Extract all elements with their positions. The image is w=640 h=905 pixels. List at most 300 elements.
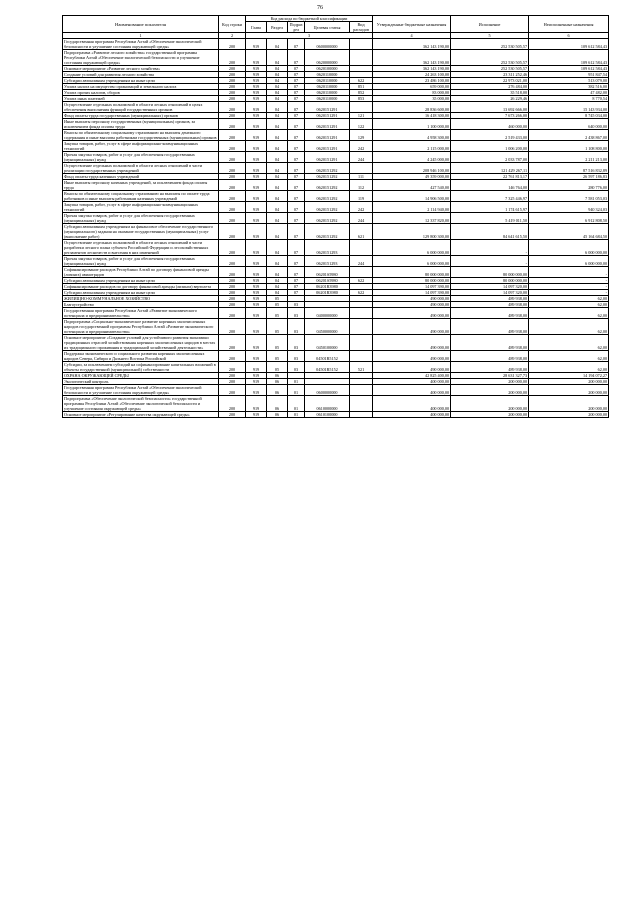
row-approved: 80 000 000,00 — [373, 267, 451, 278]
row-podrazdel: 07 — [288, 213, 305, 224]
row-vid-rashoda — [350, 163, 373, 174]
row-executed: 489 938,00 — [451, 319, 529, 335]
row-not-executed: - — [529, 278, 609, 284]
row-executed: 7 673 266,00 — [451, 113, 529, 119]
row-approved: 362 143 190,00 — [373, 66, 451, 72]
row-cel-statya: 0620110000 — [305, 78, 350, 84]
row-cel-statya: 0620151291 — [305, 102, 350, 113]
row-code: 200 — [219, 240, 246, 256]
row-glava: 919 — [246, 290, 267, 296]
row-executed: 252 530 505,57 — [451, 50, 529, 66]
row-executed: 80 000 000,00 — [451, 267, 529, 278]
column-number: 6 — [529, 33, 609, 39]
row-podrazdel: 03 — [288, 319, 305, 335]
row-approved: 362 143 190,00 — [373, 50, 451, 66]
row-code: 200 — [219, 84, 246, 90]
row-podrazdel: 07 — [288, 78, 305, 84]
header-approved: Утвержденные бюджетные назначения — [373, 16, 451, 33]
row-executed: 14 097 320,00 — [451, 290, 529, 296]
table-row — [63, 267, 609, 278]
row-glava: 919 — [246, 278, 267, 284]
row-code: 200 — [219, 191, 246, 202]
row-code: 200 — [219, 213, 246, 224]
row-approved: 400 000,00 — [373, 379, 451, 385]
row-executed: 2 519 433,00 — [451, 130, 529, 141]
row-cel-statya: 0620110000 — [305, 96, 350, 102]
row-name: Субсидии автономным учреждениям на финансовое обеспечение государственного (муниципального) задания на оказание государственных (муниципальных) услуг (выполнение работ) — [63, 224, 219, 240]
row-name: Осуществление отдельных полномочий в области лесных отношений в части разработки лесного плана субъекта Российской Федерации и лесохозяйственных регламентов лесничеств и внесения в них изменений — [63, 240, 219, 256]
row-executed: 489 938,00 — [451, 302, 529, 308]
row-name: Государственная программа Республики Алтай «Обеспечение экологической безопасности и улучшение состояния окружающей среды» — [63, 385, 219, 396]
table-row — [63, 39, 609, 50]
row-glava: 919 — [246, 379, 267, 385]
row-code: 200 — [219, 335, 246, 351]
row-name: Взносы по обязательному социальному страхованию на выплаты по оплате труда работников и иные выплаты работникам казенных учреждений — [63, 191, 219, 202]
row-not-executed: 200 000,00 — [529, 379, 609, 385]
table-row — [63, 256, 609, 267]
row-approved: 490 000,00 — [373, 362, 451, 373]
row-code: 200 — [219, 202, 246, 213]
row-approved: 659 000,00 — [373, 84, 451, 90]
row-name: Основное мероприятие «Создание условий для устойчивого развития экономики традиционных отраслей хозяйствования коренных малочисленных народов в местах их традиционного проживания и традиционной хозяйственной деятельности» — [63, 335, 219, 351]
row-name: Взносы по обязательному социальному страхованию на выплаты денежного содержания и иные выплаты работникам государственных (муниципальных) органов — [64, 130, 217, 140]
row-not-executed: 62,00 — [529, 308, 609, 319]
row-name: Государственная программа Республики Алтай «Обеспечение экологической безопасности и улучшение состояния окружающей среды» — [63, 39, 219, 50]
row-cel-statya: 0620110000 — [305, 72, 350, 78]
row-not-executed: 200 000,00 — [529, 396, 609, 412]
row-vid-rashoda: 112 — [350, 180, 373, 191]
row-razdel: 04 — [267, 102, 288, 113]
header-cel-statya: Целевая статья — [305, 22, 350, 33]
row-glava: 919 — [246, 224, 267, 240]
row-razdel: 04 — [267, 213, 288, 224]
row-glava: 919 — [246, 96, 267, 102]
row-executed: 1 006 200,00 — [451, 141, 529, 152]
row-glava: 919 — [246, 351, 267, 362]
row-vid-rashoda: 621 — [350, 224, 373, 240]
row-podrazdel: 07 — [288, 267, 305, 278]
row-executed: 1 174 615,97 — [451, 202, 529, 213]
row-razdel: 05 — [267, 308, 288, 319]
row-cel-statya: 0620151291 — [305, 113, 350, 119]
row-not-executed: 6 000 000,00 — [529, 256, 609, 267]
row-glava: 919 — [246, 90, 267, 96]
row-glava: 919 — [246, 396, 267, 412]
row-cel-statya: 04501R5152 — [305, 362, 350, 373]
row-razdel: 06 — [267, 379, 288, 385]
row-name: Фонд оплаты труда казенных учреждений — [63, 174, 219, 180]
row-podrazdel: 07 — [288, 130, 305, 141]
row-name: Софинансирование расходов по договору финансовой аренды (лизинга) вертолета — [63, 284, 219, 290]
row-name: Осуществление отдельных полномочий в области лесных отношений в части реализации государственных учреждений — [63, 163, 219, 174]
row-code: 200 — [219, 267, 246, 278]
row-podrazdel: 07 — [288, 84, 305, 90]
row-executed: 28 631 327,73 — [451, 373, 529, 379]
row-glava: 919 — [246, 335, 267, 351]
row-code: 200 — [219, 78, 246, 84]
row-name: Закупка товаров, работ, услуг в сфере информационно-коммуникационных технологий — [63, 141, 219, 152]
row-glava: 919 — [246, 319, 267, 335]
row-not-executed: 45 164 684,50 — [529, 224, 609, 240]
row-glava: 919 — [246, 412, 267, 418]
header-glava: Глава — [246, 22, 267, 33]
table-row — [63, 152, 609, 163]
row-cel-statya: 06201R3980 — [305, 284, 350, 290]
row-razdel: 04 — [267, 119, 288, 130]
row-cel-statya: 06201S5980 — [305, 278, 350, 284]
table-body — [63, 39, 609, 418]
column-number: 1 — [63, 33, 219, 39]
row-approved: 28 836 600,00 — [373, 102, 451, 113]
row-name: Софинансирование расходов Республики Алтай по договору финансовой аренды (лизинга) авиаотрядов — [63, 267, 219, 278]
row-cel-statya: 0620151293 — [305, 240, 350, 256]
row-glava: 919 — [246, 130, 267, 141]
table-row — [63, 335, 609, 351]
row-executed: 7 325 446,97 — [451, 191, 529, 202]
row-podrazdel: 03 — [288, 302, 305, 308]
row-code: 200 — [219, 278, 246, 284]
row-vid-rashoda — [350, 396, 373, 412]
row-podrazdel: 07 — [288, 113, 305, 119]
row-executed: 35 518,00 — [451, 90, 529, 96]
table-row — [63, 240, 609, 256]
row-razdel: 04 — [267, 152, 288, 163]
row-not-executed: 940 324,03 — [529, 202, 609, 213]
row-not-executed: 15 143 934,00 — [529, 102, 609, 113]
row-approved: 490 000,00 — [373, 335, 451, 351]
row-name: Субсидии автономным учреждениям на иные цели — [63, 78, 219, 84]
row-vid-rashoda — [350, 308, 373, 319]
row-not-executed: 1 108 800,00 — [529, 141, 609, 152]
row-razdel: 05 — [267, 302, 288, 308]
row-executed: - — [451, 256, 529, 267]
column-number: 2 — [219, 33, 246, 39]
row-cel-statya: 06201S5980 — [305, 267, 350, 278]
row-vid-rashoda — [350, 39, 373, 50]
table-row — [63, 180, 609, 191]
row-razdel: 04 — [267, 267, 288, 278]
row-cel-statya: 0610000000 — [305, 396, 350, 412]
row-executed: 2 033 787,00 — [451, 152, 529, 163]
row-podrazdel: 03 — [288, 308, 305, 319]
row-executed: 276 484,00 — [451, 84, 529, 90]
row-podrazdel: 01 — [288, 379, 305, 385]
row-vid-rashoda: 119 — [350, 191, 373, 202]
row-executed: 14 097 320,00 — [451, 284, 529, 290]
header-classification-group: Код расхода по бюджетной классификации — [246, 16, 373, 22]
row-approved: 80 000 000,00 — [373, 278, 451, 284]
row-razdel: 04 — [267, 39, 288, 50]
row-code: 200 — [219, 152, 246, 163]
table-row — [63, 50, 609, 66]
row-approved: 83 000,00 — [373, 90, 451, 96]
row-vid-rashoda: 111 — [350, 174, 373, 180]
row-cel-statya: 0620151291 — [305, 141, 350, 152]
row-glava: 919 — [246, 180, 267, 191]
row-approved: 2 114 940,00 — [373, 202, 451, 213]
table-row — [63, 224, 609, 240]
row-podrazdel: 07 — [288, 102, 305, 113]
row-not-executed: 62,00 — [529, 351, 609, 362]
table-row — [63, 412, 609, 418]
row-code: 200 — [219, 396, 246, 412]
row-vid-rashoda — [350, 50, 373, 66]
table-row — [63, 351, 609, 362]
table-row — [63, 78, 609, 84]
row-not-executed: 109 612 584,43 — [529, 39, 609, 50]
table-row — [63, 191, 609, 202]
row-code: 200 — [219, 373, 246, 379]
row-approved: 490 000,00 — [373, 351, 451, 362]
row-executed: 200 000,00 — [451, 385, 529, 396]
row-cel-statya: 0620151293 — [305, 256, 350, 267]
row-glava: 919 — [246, 66, 267, 72]
row-glava: 919 — [246, 240, 267, 256]
row-vid-rashoda: 622 — [350, 78, 373, 84]
row-approved: 6 000 000,00 — [373, 256, 451, 267]
row-podrazdel: 01 — [288, 385, 305, 396]
row-code: 200 — [219, 296, 246, 302]
row-not-executed: 62,00 — [529, 296, 609, 302]
row-not-executed: 200 000,00 — [529, 412, 609, 418]
row-podrazdel: 01 — [288, 412, 305, 418]
row-executed: 80 000 000,00 — [451, 278, 529, 284]
row-not-executed: 280 776,00 — [529, 180, 609, 191]
row-approved: 16 418 300,00 — [373, 113, 451, 119]
row-code: 200 — [219, 302, 246, 308]
row-name: Субсидии автономным учреждениям на иные цели — [63, 290, 219, 296]
row-executed: 23 311 252,46 — [451, 72, 529, 78]
row-podrazdel: 07 — [288, 163, 305, 174]
budget-execution-table — [62, 15, 609, 418]
row-razdel: 04 — [267, 240, 288, 256]
row-executed: 200 000,00 — [451, 412, 529, 418]
row-approved: 490 000,00 — [373, 319, 451, 335]
table-row — [63, 202, 609, 213]
row-not-executed: 62,00 — [529, 362, 609, 373]
row-podrazdel: 07 — [288, 119, 305, 130]
row-not-executed: 62,00 — [529, 335, 609, 351]
row-code: 200 — [219, 72, 246, 78]
row-name: Поддержка экономического и социального развития коренных малочисленных народов Севера, Сибири и Дальнего Востока Российской — [63, 351, 219, 362]
row-vid-rashoda: 853 — [350, 96, 373, 102]
table-row — [63, 319, 609, 335]
row-not-executed: 200 000,00 — [529, 385, 609, 396]
row-not-executed: - — [529, 290, 609, 296]
row-glava: 919 — [246, 39, 267, 50]
row-razdel: 06 — [267, 385, 288, 396]
row-not-executed: 2 211 213,00 — [529, 152, 609, 163]
row-approved: 490 000,00 — [373, 308, 451, 319]
row-code: 200 — [219, 174, 246, 180]
row-cel-statya: 0620151292 — [305, 163, 350, 174]
row-glava: 919 — [246, 72, 267, 78]
row-razdel: 05 — [267, 319, 288, 335]
row-glava: 919 — [246, 308, 267, 319]
row-cel-statya: 0600000000 — [305, 385, 350, 396]
row-not-executed: 62,00 — [529, 302, 609, 308]
row-glava: 919 — [246, 362, 267, 373]
row-approved: 400 000,00 — [373, 396, 451, 412]
row-vid-rashoda: 242 — [350, 141, 373, 152]
row-vid-rashoda — [350, 319, 373, 335]
row-not-executed: 640 000,00 — [529, 119, 609, 130]
row-vid-rashoda: 242 — [350, 202, 373, 213]
row-razdel: 04 — [267, 180, 288, 191]
row-code: 200 — [219, 96, 246, 102]
row-approved: 1 100 000,00 — [373, 119, 451, 130]
row-not-executed: 26 597 186,83 — [529, 174, 609, 180]
table-row — [63, 163, 609, 174]
row-cel-statya: 0620151292 — [305, 174, 350, 180]
row-code: 200 — [219, 113, 246, 119]
table-row — [63, 102, 609, 113]
row-razdel: 04 — [267, 130, 288, 141]
row-not-executed: 8 770,54 — [529, 96, 609, 102]
row-podrazdel: 07 — [288, 240, 305, 256]
row-name: Государственная программа Республики Алтай «Развитие экономического потенциала и предпринимательства» — [63, 308, 219, 319]
row-approved: 427 540,00 — [373, 180, 451, 191]
row-podrazdel: 03 — [288, 362, 305, 373]
row-cel-statya: 0620151292 — [305, 202, 350, 213]
row-razdel: 04 — [267, 96, 288, 102]
header-code: Код строки — [219, 16, 246, 33]
table-row — [63, 308, 609, 319]
row-glava: 919 — [246, 302, 267, 308]
row-name: Экологический контроль — [63, 379, 219, 385]
row-podrazdel: 07 — [288, 90, 305, 96]
table-row — [63, 66, 609, 72]
row-podrazdel: 07 — [288, 284, 305, 290]
row-code: 200 — [219, 319, 246, 335]
row-glava: 919 — [246, 296, 267, 302]
row-approved: 35 000,00 — [373, 96, 451, 102]
row-vid-rashoda: 244 — [350, 213, 373, 224]
row-code: 200 — [219, 39, 246, 50]
row-cel-statya: 0620000000 — [305, 50, 350, 66]
row-vid-rashoda: 121 — [350, 113, 373, 119]
row-cel-statya: 0610100000 — [305, 412, 350, 418]
row-podrazdel: 07 — [288, 96, 305, 102]
row-approved: 4 245 000,00 — [373, 152, 451, 163]
row-not-executed: 87 516 832,89 — [529, 163, 609, 174]
row-razdel: 05 — [267, 351, 288, 362]
table-row — [63, 385, 609, 396]
row-code: 200 — [219, 284, 246, 290]
row-executed: 121 429 267,11 — [451, 163, 529, 174]
row-razdel: 04 — [267, 224, 288, 240]
row-podrazdel: 07 — [288, 141, 305, 152]
row-cel-statya: 0620151291 — [305, 152, 350, 163]
row-not-executed: - — [529, 284, 609, 290]
row-executed: 489 938,00 — [451, 335, 529, 351]
row-name: Уплата иных платежей — [63, 96, 219, 102]
row-approved: 14 097 390,00 — [373, 284, 451, 290]
row-vid-rashoda: 521 — [350, 362, 373, 373]
row-vid-rashoda — [350, 385, 373, 396]
row-glava: 919 — [246, 256, 267, 267]
row-approved: 6 000 000,00 — [373, 240, 451, 256]
column-number: 5 — [451, 33, 529, 39]
row-name: Уплата прочих налогов, сборов — [63, 90, 219, 96]
row-podrazdel: 07 — [288, 39, 305, 50]
row-executed: 146 764,00 — [451, 180, 529, 191]
header-not-executed: Неисполненные назначения — [529, 16, 609, 33]
row-not-executed: 6 000 000,00 — [529, 240, 609, 256]
row-not-executed: 62,00 — [529, 319, 609, 335]
table-row — [63, 213, 609, 224]
row-glava: 919 — [246, 50, 267, 66]
page-number: 76 — [317, 5, 323, 11]
table-header — [63, 16, 609, 39]
row-glava: 919 — [246, 191, 267, 202]
row-executed: 22 761 813,17 — [451, 174, 529, 180]
row-name: Основное мероприятие «Развитие лесного хозяйства» — [63, 66, 219, 72]
row-name: Прочая закупка товаров, работ и услуг для обеспечения государственных (муниципальных) нужд — [63, 256, 219, 267]
row-code: 200 — [219, 50, 246, 66]
row-executed: 489 938,00 — [451, 308, 529, 319]
row-cel-statya: 0620151292 — [305, 180, 350, 191]
row-code: 200 — [219, 141, 246, 152]
row-razdel: 04 — [267, 78, 288, 84]
row-not-executed: 6 912 808,50 — [529, 213, 609, 224]
row-podrazdel: 07 — [288, 224, 305, 240]
table-row — [63, 130, 609, 141]
header-name: Наименование показателя — [63, 16, 219, 33]
row-vid-rashoda: 129 — [350, 130, 373, 141]
row-glava: 919 — [246, 284, 267, 290]
row-cel-statya: 0600000000 — [305, 39, 350, 50]
row-cel-statya: 0400000000 — [305, 308, 350, 319]
row-not-executed: 951 847,54 — [529, 72, 609, 78]
row-glava: 919 — [246, 84, 267, 90]
row-code: 200 — [219, 119, 246, 130]
row-razdel: 06 — [267, 412, 288, 418]
row-vid-rashoda: 851 — [350, 84, 373, 90]
row-razdel: 04 — [267, 202, 288, 213]
row-approved: 362 143 190,00 — [373, 39, 451, 50]
row-vid-rashoda — [350, 335, 373, 351]
column-number: 3 — [246, 33, 373, 39]
row-cel-statya: 0620100000 — [305, 66, 350, 72]
row-approved: 490 000,00 — [373, 302, 451, 308]
row-not-executed: - — [529, 267, 609, 278]
row-podrazdel: 07 — [288, 180, 305, 191]
row-podrazdel: 03 — [288, 351, 305, 362]
row-vid-rashoda: 244 — [350, 256, 373, 267]
row-razdel: 04 — [267, 113, 288, 119]
row-code: 200 — [219, 379, 246, 385]
row-razdel: 04 — [267, 284, 288, 290]
row-code: 200 — [219, 180, 246, 191]
row-podrazdel: 07 — [288, 174, 305, 180]
row-executed: 460 000,00 — [451, 119, 529, 130]
row-vid-rashoda — [350, 102, 373, 113]
row-razdel: 04 — [267, 84, 288, 90]
row-approved: 490 000,00 — [373, 296, 451, 302]
row-not-executed: 109 612 584,43 — [529, 50, 609, 66]
row-name: Подпрограмма «Обеспечение экологической безопасности» государственной программы Республики Алтай «Обеспечение экологической безопасности и улучшение состояния окружающей среды» — [63, 396, 219, 412]
row-vid-rashoda: 622 — [350, 278, 373, 284]
row-razdel: 04 — [267, 90, 288, 96]
row-executed: 489 938,00 — [451, 362, 529, 373]
row-glava: 919 — [246, 373, 267, 379]
row-glava: 919 — [246, 113, 267, 119]
row-glava: 919 — [246, 102, 267, 113]
row-approved: 129 800 300,00 — [373, 224, 451, 240]
row-cel-statya: 0620110000 — [305, 84, 350, 90]
row-code: 200 — [219, 102, 246, 113]
